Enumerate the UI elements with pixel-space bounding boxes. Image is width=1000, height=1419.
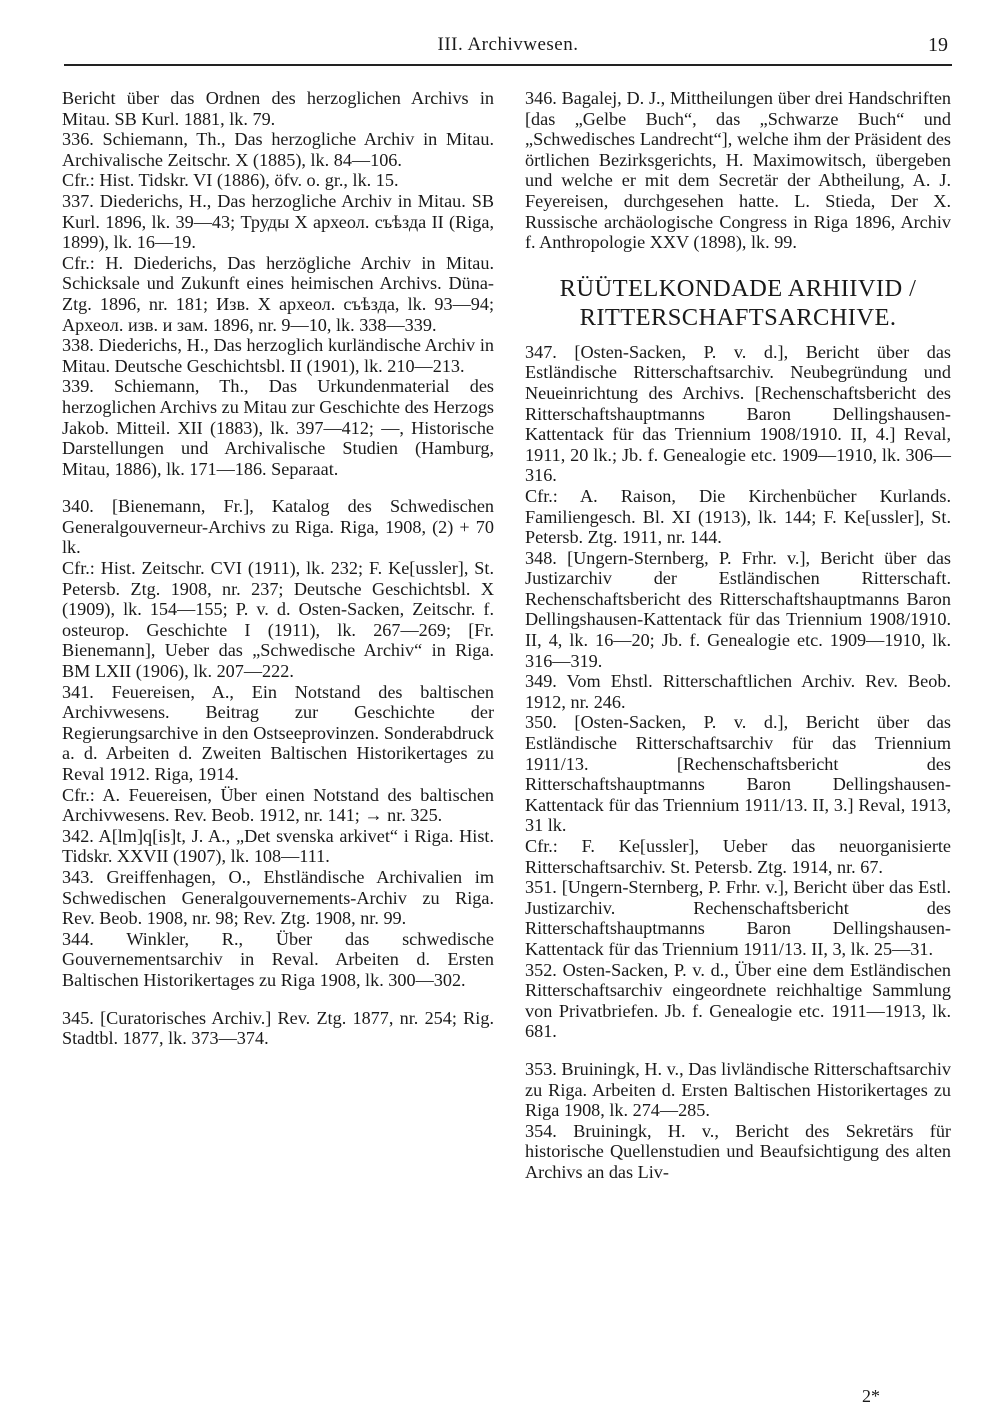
entry-340: 340. [Bienemann, Fr.], Katalog des Schwedischen Generalgouverneur-Archivs zu Riga. Riga, 1908, (2) + 70 lk. xyxy=(62,496,494,558)
entry-348: 348. [Ungern-Sternberg, P. Frhr. v.], Bericht über das Justizarchiv der Estländischen Ritterschaft. Rechenschaftsbericht des Ritterschaftshauptmanns Baron Dellingshausen-Kattentack für das Triennium 1908/1910. II, 4, lk. 16—20; Jb. f. Genealogie etc. 1909—1910, lk. 316—319. xyxy=(525,547,951,671)
entry-354: 354. Bruiningk, H. v., Bericht des Sekretärs für historische Quellenstudien und Beaufsichtigung des alten Archivs an das Liv- xyxy=(525,1120,951,1182)
header-rule xyxy=(64,64,952,66)
entry-continuation: Bericht über das Ordnen des herzoglichen Archivs in Mitau. SB Kurl. 1881, lk. 79. xyxy=(62,88,494,129)
entry-353: 353. Bruiningk, H. v., Das livländische Ritterschaftsarchiv zu Riga. Arbeiten d. Ersten Baltischen Historikertages zu Riga 1908, lk. 274—285. xyxy=(525,1058,951,1121)
section-heading-line-1: RÜÜTELKONDADE ARHIIVID / xyxy=(559,274,917,302)
section-heading-line-2: RITTERSCHAFTSARCHIVE. xyxy=(579,303,897,331)
entry-346: 346. Bagalej, D. J., Mittheilungen über drei Handschriften [das „Gelbe Buch“, das „Schwarze Buch“ und „Schwedisches Landrecht“], welche ihm der Präsident des örtlichen Bezirksgerichts, H. Maximowitsch, übergeben und welche er mit dem Secretär der Abtheilung, A. J. Feyereisen, durchgesehen hatte. L. Stieda, Der X. Russische archäologische Congress in Riga 1896, Archiv f. Anthropologie XXV (1898), lk. 99. xyxy=(525,88,951,253)
entry-gap xyxy=(62,479,494,496)
entry-336: 336. Schiemann, Th., Das herzogliche Archiv in Mitau. Archivalische Zeitschr. X (1885), lk. 84—106. xyxy=(62,129,494,170)
entry-gap xyxy=(525,253,951,270)
entry-342: 342. A[lm]q[is]t, J. A., „Det svenska arkivet“ i Riga. Hist. Tidskr. XXVII (1907), lk. 108—111. xyxy=(62,825,494,867)
entry-gap xyxy=(525,1042,951,1059)
entry-gap xyxy=(62,991,494,1008)
entry-337: 337. Diederichs, H., Das herzogliche Archiv in Mitau. SB Kurl. 1896, lk. 39—43; Труды X археол. съѣзда II (Riga, 1899), lk. 16—19. xyxy=(62,190,494,253)
entry-347: 347. [Osten-Sacken, P. v. d.], Bericht über das Estländische Ritterschaftsarchiv. Neubegründung und Neueinrichtung des Archivs. [Rechenschaftsbericht des Ritterschaftshauptmanns Baron Dellingshausen-Kattentack für das Triennium 1908/1910. II, 4.] Reval, 1911, 20 lk.; Jb. f. Genealogie etc. 1909—1910, lk. 306—316. xyxy=(525,341,951,486)
entry-349: 349. Vom Ehstl. Ritterschaftlichen Archiv. Rev. Beob. 1912, nr. 246. xyxy=(525,671,951,712)
entry-341-cfr: Cfr.: A. Feuereisen, Über einen Notstand des baltischen Archivwesens. Rev. Beob. 1912, nr. 141; → nr. 325. xyxy=(62,784,494,826)
entry-350: 350. [Osten-Sacken, P. v. d.], Bericht über das Estländische Ritterschaftsarchiv für das Triennium 1911/13. [Rechenschaftsbericht des Ritterschaftshauptmanns Baron Dellingshausen-Kattentack für das Triennium 1911/13. II, 3.] Reval, 1913, 31 lk. xyxy=(525,712,951,836)
left-column xyxy=(62,88,494,1049)
running-header xyxy=(64,30,952,60)
page-number: 19 xyxy=(928,34,948,56)
entry-351: 351. [Ungern-Sternberg, P. Frhr. v.], Bericht über das Estl. Justizarchiv. Rechenschaftsbericht des Ritterschaftshauptmanns Baron Dellingshausen-Kattentack für das Triennium 1911/13. II, 3, lk. 25—31. xyxy=(525,877,951,959)
entry-338: 338. Diederichs, H., Das herzoglich kurländische Archiv in Mitau. Deutsche Geschichtsbl. II (1901), lk. 210—213. xyxy=(62,335,494,376)
entry-343: 343. Greiffenhagen, O., Ehstländische Archivalien im Schwedischen Generalgouvernements-Archiv zu Riga. Rev. Beob. 1908, nr. 98; Rev. Ztg. 1908, nr. 99. xyxy=(62,866,494,929)
entry-336-cfr: Cfr.: Hist. Tidskr. VI (1886), öfv. o. gr., lk. 15. xyxy=(62,170,399,191)
entry-350-cfr: Cfr.: F. Ke[ussler], Ueber das neuorganisierte Ritterschaftsarchiv. St. Petersb. Ztg. 1914, nr. 67. xyxy=(525,836,951,877)
right-column xyxy=(525,88,951,1183)
section-heading xyxy=(525,274,951,332)
entry-344: 344. Winkler, R., Über das schwedische Gouvernementsarchiv in Reval. Arbeiten d. Ersten Baltischen Historikertages zu Riga 1908, lk. 300—302. xyxy=(62,928,494,990)
entry-337-cfr: Cfr.: H. Diederichs, Das herzögliche Archiv in Mitau. Schicksale und Zukunft eines heimischen Archivs. Düna-Ztg. 1896, nr. 181; Изв. X археол. съѣзда, lk. 93—94; Археол. изв. и зам. 1896, nr. 9—10, lk. 338—339. xyxy=(62,252,494,335)
entry-339: 339. Schiemann, Th., Das Urkundenmaterial des herzoglichen Archivs zu Mitau zur Geschichte des Herzogs Jakob. Mitteil. XII (1883), lk. 397—412; —, Historische Darstellungen und Archivalische Studien (Hamburg, Mitau, 1886), lk. 171—186. Separaat. xyxy=(62,376,494,479)
entry-340-cfr: Cfr.: Hist. Zeitschr. CVI (1911), lk. 232; F. Ke[ussler], St. Petersb. Ztg. 1908, nr. 237; Deutsche Geschichtsbl. X (1909), lk. 154—155; P. v. d. Osten-Sacken, Zeitschr. f. osteurop. Geschichte I (1911), lk. 267—269; [Fr. Bienemann], Ueber das „Schwedische Archiv“ in Riga. BM LXII (1906), lk. 207—222. xyxy=(62,558,494,682)
running-title: III. Archivwesen. xyxy=(437,34,579,55)
entry-352: 352. Osten-Sacken, P. v. d., Über eine dem Estländischen Ritterschaftsarchiv eingeordnete reichhaltige Sammlung von Privatbriefen. Jb. f. Genealogie etc. 1911—1913, lk. 681. xyxy=(525,959,951,1042)
entry-347-cfr: Cfr.: A. Raison, Die Kirchenbücher Kurlands. Familiengesch. Bl. XI (1913), lk. 144; F. Ke[ussler], St. Petersb. Ztg. 1911, nr. 144. xyxy=(525,485,951,548)
entry-341: 341. Feuereisen, A., Ein Notstand des baltischen Archivwesens. Beitrag zur Geschichte der Regierungsarchive in den Ostseeprovinzen. Sonderabdruck a. d. Arbeiten d. Zweiten Baltischen Historikertages zu Reval 1912. Riga, 1914. xyxy=(62,681,494,784)
entry-345: 345. [Curatorisches Archiv.] Rev. Ztg. 1877, nr. 254; Rig. Stadtbl. 1877, lk. 373—374. xyxy=(62,1007,494,1049)
signature-mark: 2* xyxy=(862,1386,880,1406)
